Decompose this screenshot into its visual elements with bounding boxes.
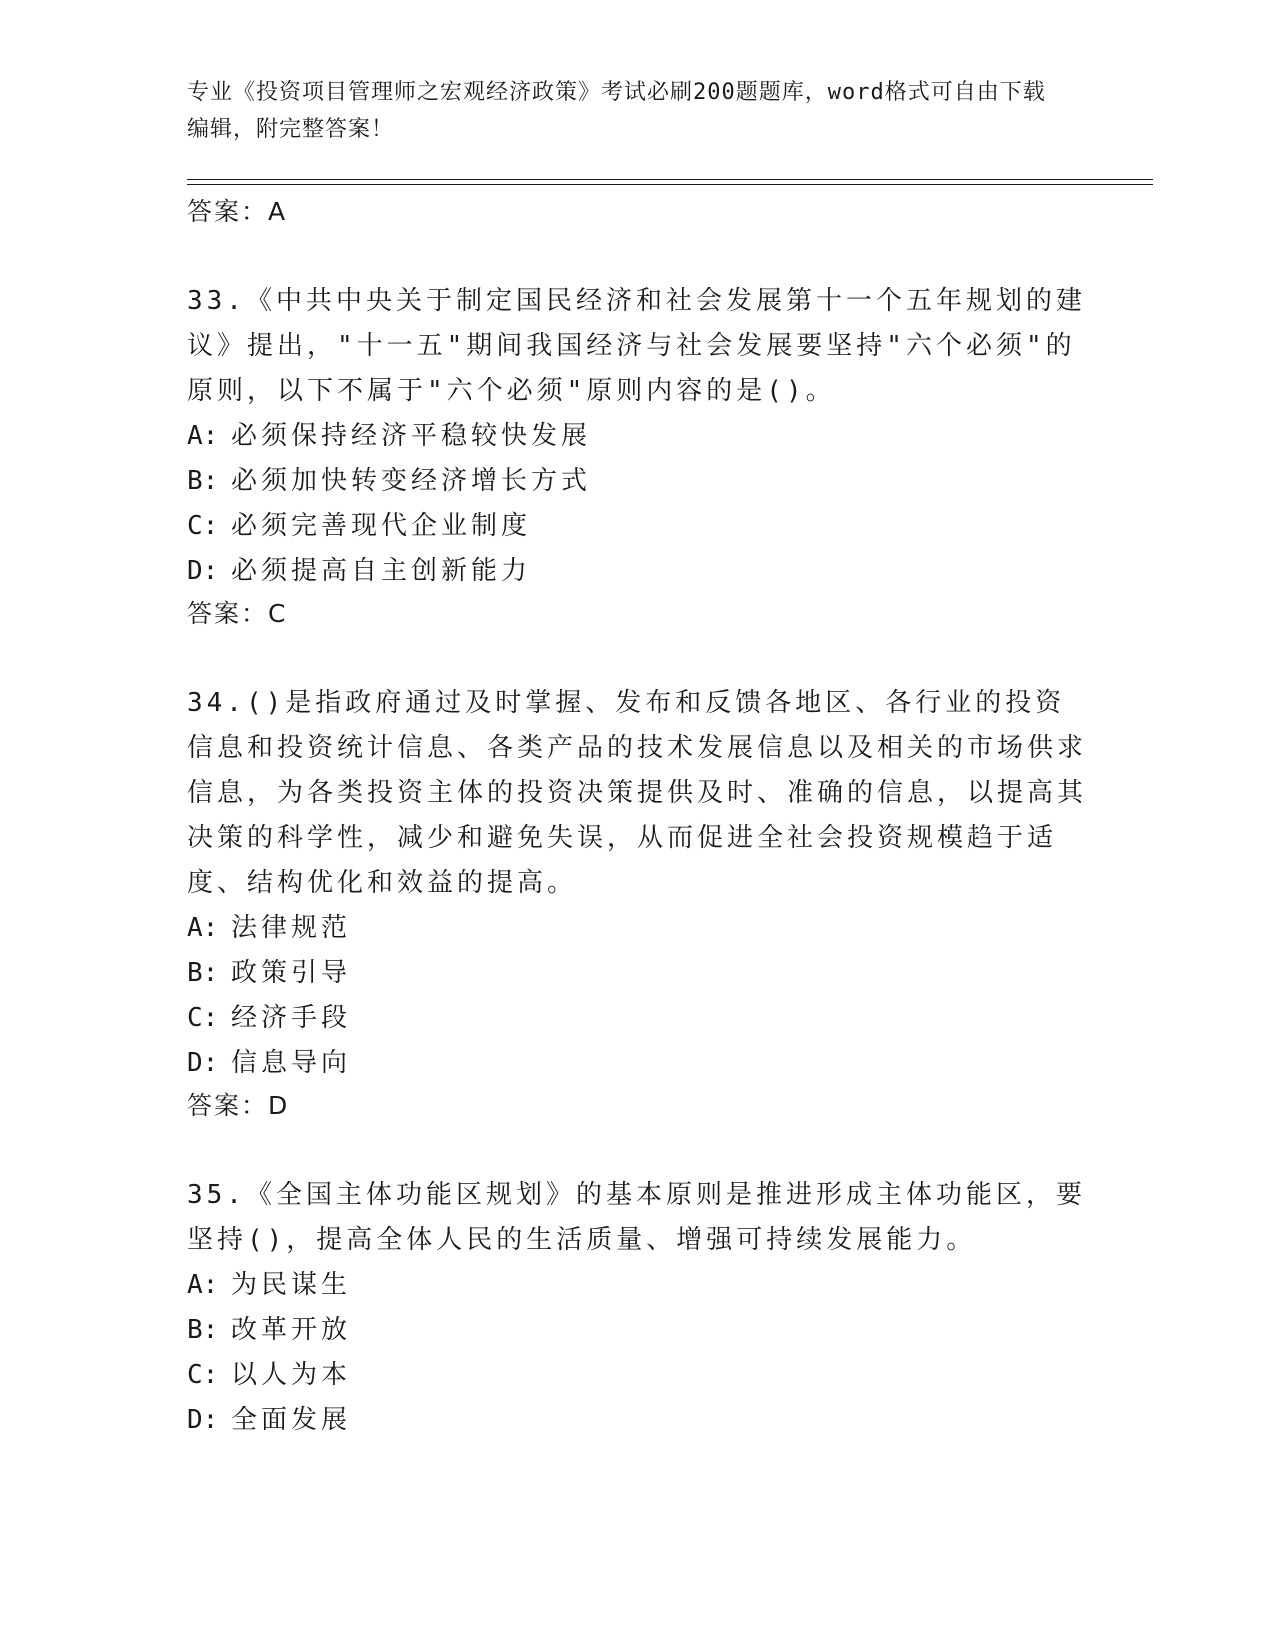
option-d (187, 549, 1087, 594)
option-letter: A: (187, 421, 219, 451)
option-text: 必须提高自主创新能力 (231, 556, 532, 586)
option-text: 为民谋生 (231, 1270, 352, 1300)
question-text: 33.《中共中央关于制定国民经济和社会发展第十一个五年规划的建议》提出，"十一五"期间我国经济与社会发展要坚持"六个必须"的原则，以下不属于"六个必须"原则内容的是()。 (187, 286, 1086, 406)
option-letter: A: (187, 1270, 219, 1300)
option-a (187, 1263, 1087, 1308)
question-33 (187, 279, 1087, 634)
question-text: 35.《全国主体功能区规划》的基本原则是推进形成主体功能区，要坚持()，提高全体人民的生活质量、增强可持续发展能力。 (187, 1180, 1086, 1255)
answer-label: 答案：C (187, 599, 288, 628)
option-text: 全面发展 (231, 1405, 352, 1435)
option-b (187, 951, 1087, 996)
option-b (187, 1308, 1087, 1353)
answer-label: 答案：D (187, 1091, 290, 1120)
option-letter: B: (187, 1315, 219, 1345)
option-letter: D: (187, 556, 219, 586)
option-letter: A: (187, 913, 219, 943)
option-c (187, 996, 1087, 1041)
option-c (187, 1353, 1087, 1398)
option-text: 必须加快转变经济增长方式 (231, 466, 592, 496)
document-body (187, 192, 1087, 1490)
question-34 (187, 681, 1087, 1126)
option-text: 必须完善现代企业制度 (231, 511, 532, 541)
option-text: 以人为本 (231, 1360, 352, 1390)
option-text: 法律规范 (231, 913, 352, 943)
option-letter: D: (187, 1048, 219, 1078)
option-text: 信息导向 (231, 1048, 352, 1078)
option-d (187, 1041, 1087, 1086)
question-35 (187, 1173, 1087, 1443)
page-header: 专业《投资项目管理师之宏观经济政策》考试必刷200题题库，word格式可自由下载编辑，附完整答案！ (187, 80, 1046, 142)
header-divider (187, 179, 1153, 185)
option-letter: C: (187, 1360, 219, 1390)
option-c (187, 504, 1087, 549)
option-b (187, 459, 1087, 504)
option-text: 政策引导 (231, 958, 352, 988)
option-text: 经济手段 (231, 1003, 352, 1033)
option-letter: B: (187, 466, 219, 496)
option-a (187, 414, 1087, 459)
option-a (187, 906, 1087, 951)
option-letter: C: (187, 511, 219, 541)
question-text: 34.()是指政府通过及时掌握、发布和反馈各地区、各行业的投资信息和投资统计信息、各类产品的技术发展信息以及相关的市场供求信息，为各类投资主体的投资决策提供及时、准确的信息，以提高其决策的科学性，减少和避免失误，从而促进全社会投资规模趋于适度、结构优化和效益的提高。 (187, 688, 1088, 898)
option-d (187, 1398, 1087, 1443)
option-letter: B: (187, 958, 219, 988)
option-text: 必须保持经济平稳较快发展 (231, 421, 592, 451)
option-letter: C: (187, 1003, 219, 1033)
option-letter: D: (187, 1405, 219, 1435)
option-text: 改革开放 (231, 1315, 352, 1345)
answer-label: 答案：A (187, 197, 288, 226)
